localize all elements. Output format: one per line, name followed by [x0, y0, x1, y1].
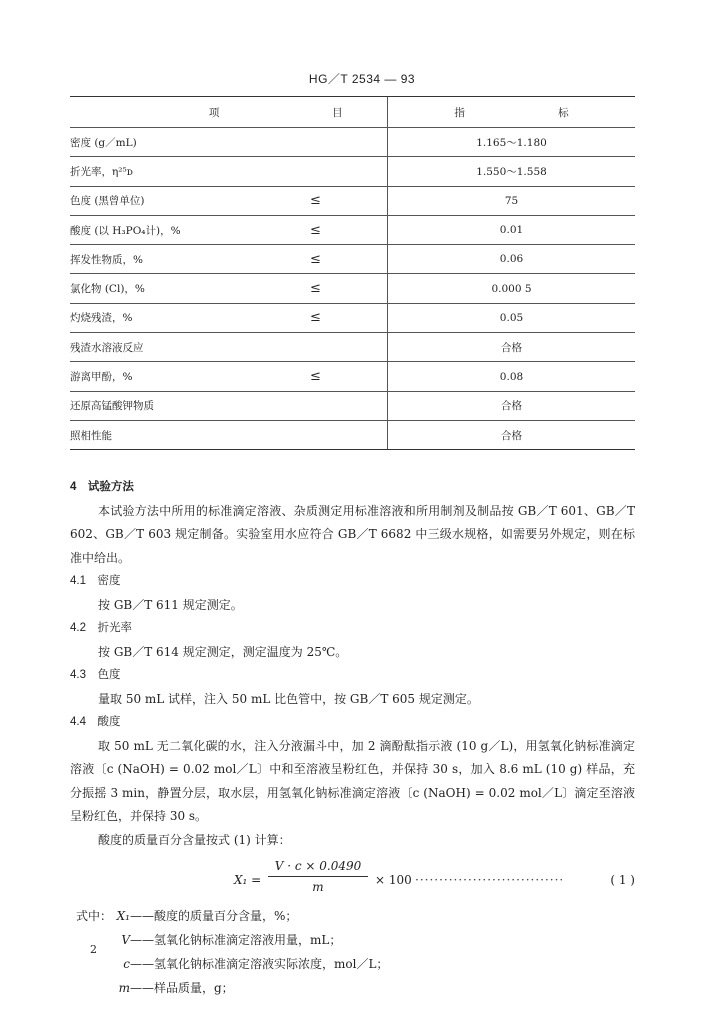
row-value: 0.05 [388, 303, 636, 332]
table-row [70, 128, 635, 157]
formula-lhs: X₁ = [234, 873, 262, 887]
subsection-text-density: 按 GB／T 611 规定测定。 [98, 597, 243, 612]
variable-description: ——氢氧化钠标准滴定溶液用量，mL； [130, 933, 342, 947]
row-item: 照相性能 [70, 420, 310, 449]
row-item: 氯化物 (Cl)，% [70, 274, 310, 303]
test-methods-section [70, 476, 635, 1000]
variable-definitions [70, 904, 635, 1000]
calculation-intro: 酸度的质量百分含量按式 (1) 计算： [98, 832, 291, 847]
row-item: 游离甲酚，% [70, 362, 310, 391]
table-row [70, 215, 635, 244]
section-title: 4 试验方法 [70, 481, 134, 493]
row-value: 1.165～1.180 [388, 128, 636, 157]
subsection-text-acidity: 取 50 mL 无二氧化碳的水，注入分液漏斗中，加 2 滴酚酞指示液 (10 g／L)，用氢氧化钠标准滴定溶液〔c (NaOH) = 0.02 mol／L〕中和至溶液呈粉红色，并保持 30 s，加入 8.6 mL (10 g) 样品，充分振摇 3 min，静置分层，取水层，用氢氧化钠标准滴定溶液〔c (NaOH) = 0.02 mol／L〕滴定至溶液呈粉红色，并保持 30 s。 [70, 738, 635, 823]
row-item: 折光率，η²⁵ᴅ [70, 157, 310, 186]
page-number: 2 [90, 943, 97, 956]
row-op [310, 420, 388, 449]
formula-rhs: × 100 [375, 873, 412, 887]
row-item: 残渣水溶液反应 [70, 333, 310, 362]
specification-table [70, 96, 635, 450]
header-item-cell [70, 97, 388, 128]
row-item: 还原高锰酸钾物质 [70, 391, 310, 420]
subsection-text-color: 量取 50 mL 试样，注入 50 mL 比色管中，按 GB／T 605 规定测定。 [98, 691, 479, 706]
row-op: ≤ [310, 186, 388, 215]
variable-description: ——氢氧化钠标准滴定溶液实际浓度，mol／L； [130, 957, 389, 971]
table-row [70, 333, 635, 362]
subsection-title-refraction: 4.2 折光率 [70, 622, 132, 634]
formula-numerator: V · c × 0.0490 [268, 856, 368, 877]
row-op: ≤ [310, 303, 388, 332]
table-header-row [70, 97, 635, 128]
row-value: 合格 [388, 391, 636, 420]
table-row [70, 157, 635, 186]
table-row [70, 186, 635, 215]
subsection-text-refraction: 按 GB／T 614 规定测定，测定温度为 25℃。 [98, 644, 348, 659]
row-value: 75 [388, 186, 636, 215]
table-row [70, 391, 635, 420]
table-row [70, 245, 635, 274]
row-item: 挥发性物质，% [70, 245, 310, 274]
list-item [76, 928, 635, 952]
formula-number: ( 1 ) [610, 873, 635, 887]
variable-description: ——样品质量，g； [130, 981, 234, 995]
row-op [310, 157, 388, 186]
row-op [310, 391, 388, 420]
row-op: ≤ [310, 362, 388, 391]
row-value: 0.06 [388, 245, 636, 274]
where-label: 式中： [76, 909, 113, 923]
row-value: 0.000 5 [388, 274, 636, 303]
table-row [70, 420, 635, 449]
formula-denominator: m [312, 880, 324, 894]
list-item [76, 976, 635, 1000]
table-row [70, 362, 635, 391]
subsection-title-color: 4.3 色度 [70, 669, 121, 681]
header-value-2: 标 [558, 106, 569, 119]
row-value: 0.01 [388, 215, 636, 244]
row-item: 密度 (g／mL) [70, 128, 310, 157]
formula-fraction [268, 856, 368, 897]
variable-symbol: m [118, 981, 130, 995]
row-value: 1.550～1.558 [388, 157, 636, 186]
list-item [76, 952, 635, 976]
header-item-1: 项 [208, 106, 220, 119]
header-value-1: 指 [454, 106, 465, 119]
row-op [310, 333, 388, 362]
variable-symbol: V [121, 933, 130, 947]
row-value: 合格 [388, 420, 636, 449]
formula-leader-dots: ······························· [415, 873, 565, 887]
table-row [70, 274, 635, 303]
variable-symbol: c [123, 957, 130, 971]
row-value: 合格 [388, 333, 636, 362]
header-item-2: 目 [332, 106, 343, 119]
section-intro: 本试验方法中所用的标准滴定溶液、杂质测定用标准溶液和所用制剂及制品按 GB／T 601、GB／T 602、GB／T 603 规定制备。实验室用水应符合 GB／T 6682 中三级水规格，如需要另外规定，则在标准中给出。 [70, 503, 635, 565]
row-op: ≤ [310, 215, 388, 244]
row-item: 灼烧残渣，% [70, 303, 310, 332]
variable-symbol: X₁ [116, 909, 130, 923]
standard-code-header: HG／T 2534 — 93 [308, 72, 416, 86]
acidity-formula [70, 856, 635, 900]
row-item: 色度 (黑曾单位) [70, 186, 310, 215]
subsection-title-density: 4.1 密度 [70, 575, 121, 587]
table-row [70, 303, 635, 332]
list-item [76, 904, 635, 928]
row-op: ≤ [310, 245, 388, 274]
row-value: 0.08 [388, 362, 636, 391]
variable-description: ——酸度的质量百分含量，%； [130, 909, 298, 923]
row-op: ≤ [310, 274, 388, 303]
row-op [310, 128, 388, 157]
header-value-cell [388, 97, 636, 128]
row-item: 酸度 (以 H₃PO₄计)，% [70, 215, 310, 244]
subsection-title-acidity: 4.4 酸度 [70, 716, 121, 728]
